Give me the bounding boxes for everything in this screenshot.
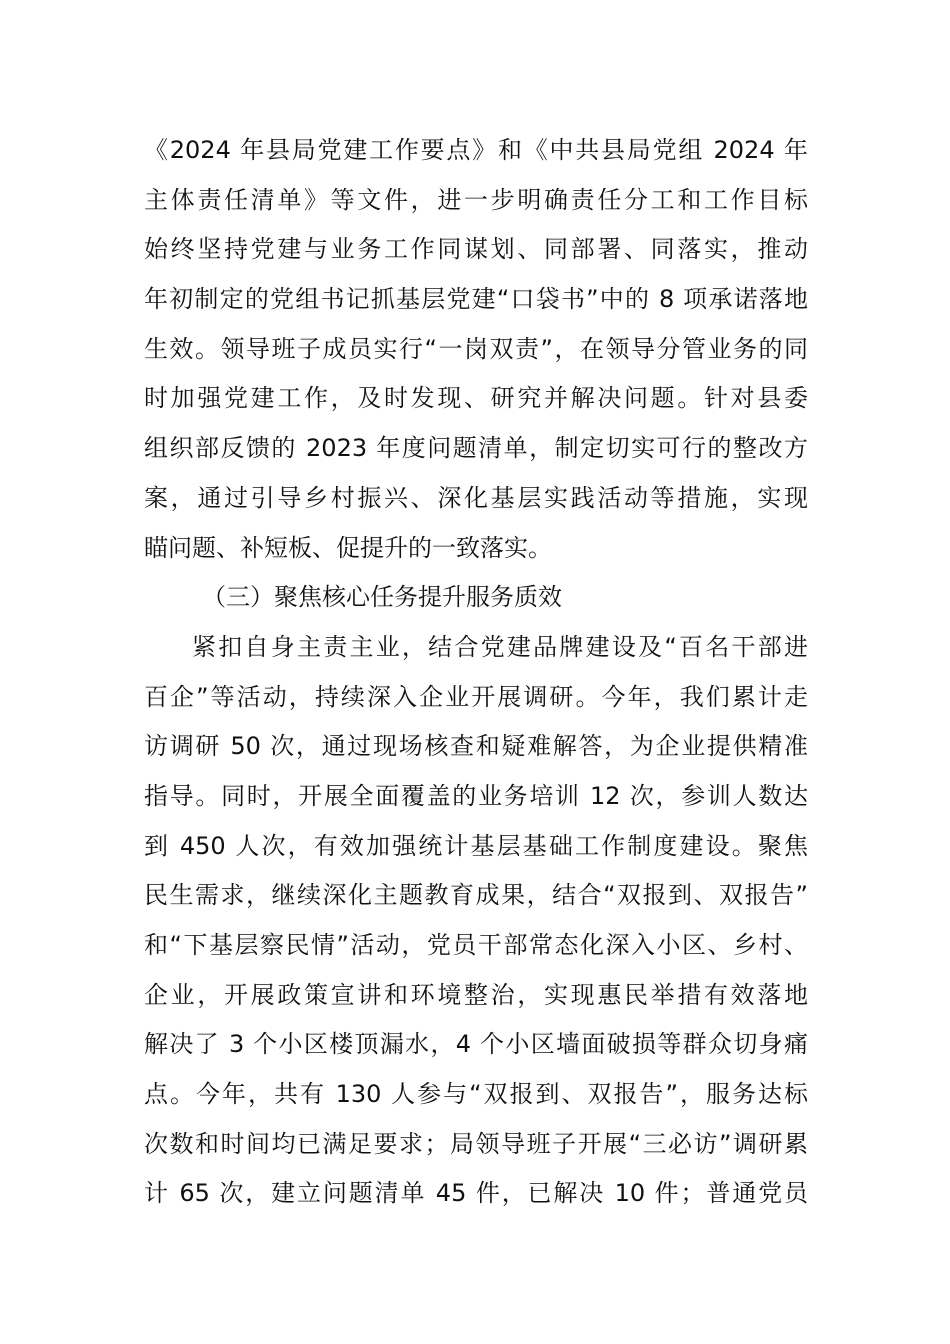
paragraph-line: 次数和时间均已满足要求；局领导班子开展“三必访”调研累: [144, 1129, 808, 1158]
paragraph-line: 年初制定的党组书记抓基层党建“口袋书”中的 8 项承诺落地: [144, 285, 808, 314]
paragraph-line: 时加强党建工作，及时发现、研究并解决问题。针对县委: [144, 384, 808, 413]
paragraph-first-line: 紧扣自身主责主业，结合党建品牌建设及“百名干部进: [192, 632, 808, 661]
paragraph-line: 民生需求，继续深化主题教育成果，结合“双报到、双报告”: [144, 881, 808, 910]
paragraph-line: 点。今年，共有 130 人参与“双报到、双报告”，服务达标: [144, 1080, 808, 1109]
paragraph-line: 解决了 3 个小区楼顶漏水，4 个小区墙面破损等群众切身痛: [144, 1030, 808, 1059]
paragraph-line: 计 65 次，建立问题清单 45 件，已解决 10 件；普通党员: [144, 1179, 808, 1208]
paragraph-line: 始终坚持党建与业务工作同谋划、同部署、同落实，推动: [144, 235, 808, 264]
paragraph-line: 访调研 50 次，通过现场核查和疑难解答，为企业提供精准: [144, 732, 808, 761]
paragraph-line: 生效。领导班子成员实行“一岗双责”，在领导分管业务的同: [144, 334, 808, 363]
paragraph-line: 案，通过引导乡村振兴、深化基层实践活动等措施，实现: [144, 483, 808, 512]
section-heading: （三）聚焦核心任务提升服务质效: [202, 583, 562, 612]
paragraph-line: 和“下基层察民情”活动，党员干部常态化深入小区、乡村、: [144, 931, 808, 959]
document-body: [144, 126, 808, 1219]
paragraph-line: 企业，开展政策宣讲和环境整治，实现惠民举措有效落地: [144, 980, 808, 1009]
paragraph-line: 指导。同时，开展全面覆盖的业务培训 12 次，参训人数达: [144, 781, 808, 810]
paragraph-last-line: 瞄问题、补短板、促提升的一致落实。: [144, 533, 552, 562]
paragraph-line: 《2024 年县局党建工作要点》和《中共县局党组 2024 年: [144, 136, 808, 164]
paragraph-line: 主体责任清单》等文件，进一步明确责任分工和工作目标: [144, 185, 808, 214]
paragraph-line: 组织部反馈的 2023 年度问题清单，制定切实可行的整改方: [144, 434, 808, 463]
paragraph-line: 百企”等活动，持续深入企业开展调研。今年，我们累计走: [144, 682, 808, 711]
paragraph-line: 到 450 人次，有效加强统计基层基础工作制度建设。聚焦: [144, 831, 808, 860]
